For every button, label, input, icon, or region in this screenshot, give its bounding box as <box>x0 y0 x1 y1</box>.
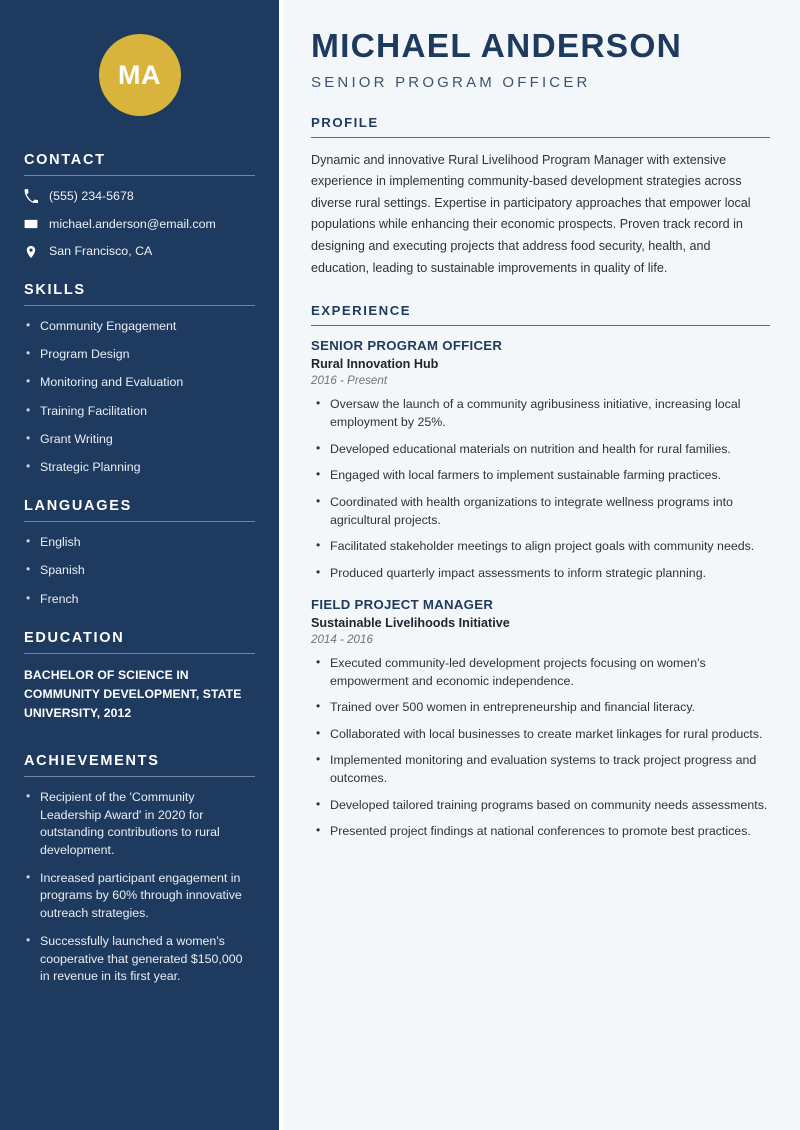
sidebar-section-languages <box>24 498 255 608</box>
achievements-divider <box>24 776 255 777</box>
experience-entry <box>311 338 770 582</box>
skills-heading: SKILLS <box>24 282 86 299</box>
skills-list <box>24 318 255 476</box>
education-divider <box>24 653 255 654</box>
avatar: MA <box>99 34 181 116</box>
list-item: • Grant Writing <box>24 431 255 449</box>
list-item: • Implemented monitoring and evaluation systems to track project progress and outcomes. <box>313 752 770 788</box>
contact-location-value: San Francisco, CA <box>49 244 153 259</box>
list-item: • Collaborated with local businesses to create market linkages for rural products. <box>313 726 770 744</box>
page-title: MICHAEL ANDERSON <box>311 28 682 65</box>
achievements-heading: ACHIEVEMENTS <box>24 752 160 769</box>
list-item: • Strategic Planning <box>24 459 255 477</box>
sidebar-section-skills <box>24 282 255 476</box>
list-item: • English <box>24 534 255 552</box>
experience-job-title: SENIOR PROGRAM OFFICER <box>311 338 503 354</box>
contact-email-value: michael.anderson@email.com <box>49 216 216 231</box>
contact-phone-row[interactable] <box>24 188 255 205</box>
profile-heading: PROFILE <box>311 114 379 130</box>
list-item: • French <box>24 591 255 609</box>
list-item: • Community Engagement <box>24 318 255 336</box>
experience-heading: EXPERIENCE <box>311 303 412 319</box>
experience-divider <box>311 325 770 326</box>
education-entry: BACHELOR OF SCIENCE IN COMMUNITY DEVELOPMENT, STATE UNIVERSITY, 2012 <box>24 668 242 720</box>
envelope-icon <box>24 217 38 231</box>
section-experience <box>311 303 770 841</box>
phone-icon <box>24 189 38 203</box>
list-item: • Program Design <box>24 346 255 364</box>
list-item: • Developed tailored training programs based on community needs assessments. <box>313 797 770 815</box>
list-item: • Spanish <box>24 562 255 580</box>
education-heading: EDUCATION <box>24 630 125 647</box>
experience-company: Sustainable Livelihoods Initiative <box>311 615 510 630</box>
languages-list <box>24 534 255 608</box>
experience-dates: 2014 - 2016 <box>311 632 373 646</box>
skills-divider <box>24 305 255 306</box>
list-item: • Presented project findings at national conferences to promote best practices. <box>313 823 770 841</box>
list-item: • Developed educational materials on nutrition and health for rural families. <box>313 441 770 459</box>
avatar-container <box>24 0 255 152</box>
section-profile <box>311 115 770 280</box>
contact-email-row[interactable] <box>24 216 255 233</box>
list-item: • Monitoring and Evaluation <box>24 374 255 392</box>
experience-dates: 2016 - Present <box>311 374 388 388</box>
list-item: • Engaged with local farmers to implement sustainable farming practices. <box>313 467 770 485</box>
achievements-list <box>24 789 255 986</box>
profile-text: Dynamic and innovative Rural Livelihood Program Manager with extensive experience in implementing community-based development strategies across diverse rural settings. Expertise in participatory approaches that empower local populations while enhancing their economic prospects. Proven track record in designing and executing projects that address food security, health, and education, leading to sustainable improvements in quality of life. <box>311 152 751 275</box>
list-item: • Facilitated stakeholder meetings to align project goals with community needs. <box>313 538 770 556</box>
spacer <box>24 745 255 753</box>
sidebar-section-achievements <box>24 753 255 986</box>
sidebar-section-contact <box>24 152 255 260</box>
list-item: • Recipient of the 'Community Leadership Award' in 2020 for outstanding contributions to rural development. <box>24 789 255 859</box>
main-column <box>283 0 800 1130</box>
experience-company: Rural Innovation Hub <box>311 357 439 372</box>
contact-location-row[interactable] <box>24 243 255 260</box>
experience-bullet-list <box>311 655 770 841</box>
profile-divider <box>311 137 770 138</box>
job-role-subtitle: SENIOR PROGRAM OFFICER <box>311 73 591 91</box>
experience-entry <box>311 597 770 841</box>
list-item: • Oversaw the launch of a community agribusiness initiative, increasing local employment by 25%. <box>313 396 770 432</box>
list-item: • Training Facilitation <box>24 403 255 421</box>
languages-divider <box>24 521 255 522</box>
list-item: • Trained over 500 women in entrepreneurship and financial literacy. <box>313 699 770 717</box>
experience-job-title: FIELD PROJECT MANAGER <box>311 596 494 612</box>
list-item: • Successfully launched a women's cooperative that generated $150,000 in revenue in its first year. <box>24 933 255 986</box>
list-item: • Increased participant engagement in programs by 60% through innovative outreach strategies. <box>24 870 255 923</box>
sidebar <box>0 0 279 1130</box>
languages-heading: LANGUAGES <box>24 498 132 515</box>
contact-heading: CONTACT <box>24 152 106 168</box>
list-item: • Executed community-led development projects focusing on women's empowerment and economic independence. <box>313 655 770 691</box>
sidebar-section-education <box>24 630 255 723</box>
contact-phone-value: (555) 234-5678 <box>49 189 134 203</box>
list-item: • Produced quarterly impact assessments to inform strategic planning. <box>313 565 770 583</box>
contact-divider <box>24 175 255 176</box>
list-item: • Coordinated with health organizations to integrate wellness programs into agricultural projects. <box>313 494 770 530</box>
location-pin-icon <box>24 245 38 259</box>
experience-bullet-list <box>311 396 770 582</box>
